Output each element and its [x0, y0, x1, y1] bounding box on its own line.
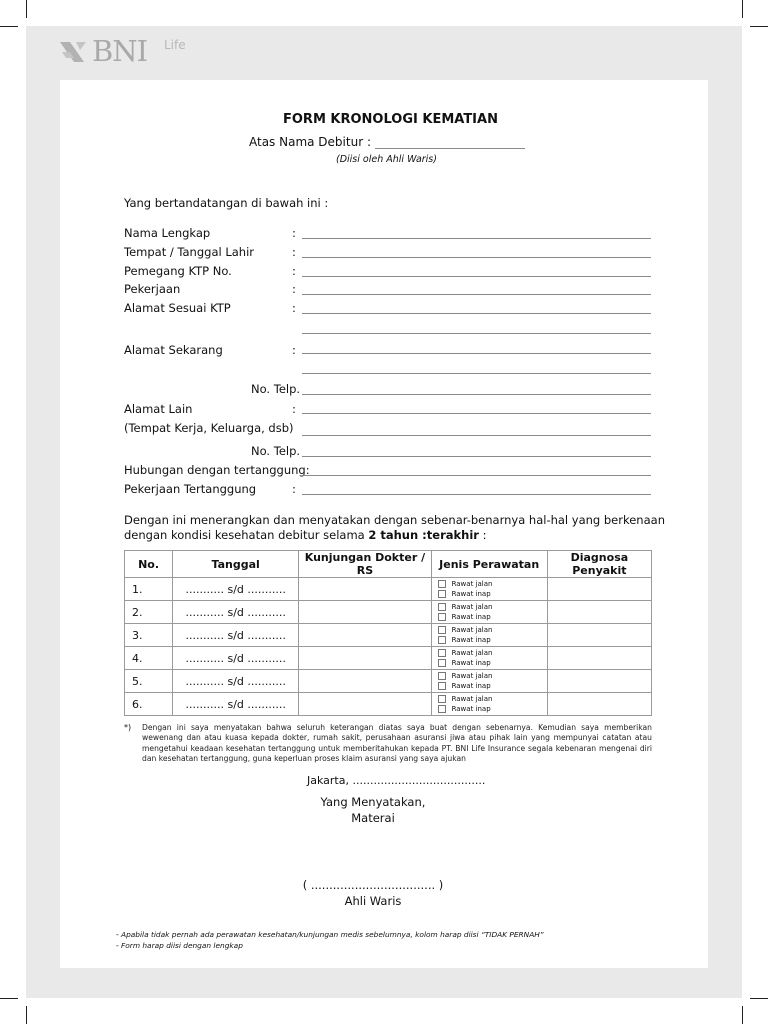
row-jenis-perawatan — [431, 647, 547, 670]
ktp-field[interactable] — [302, 276, 651, 277]
header-tanggal: Tanggal — [173, 551, 299, 578]
rawat-inap-checkbox[interactable] — [438, 636, 446, 644]
row-no: 1. — [125, 578, 173, 601]
crop-mark — [742, 1006, 743, 1024]
telp-1-field[interactable] — [302, 394, 651, 395]
label-telp-1: No. Telp. — [251, 382, 301, 396]
label-pekerjaan: Pekerjaan — [124, 282, 181, 296]
table-row — [125, 578, 652, 601]
statement-line-2-text: dengan kondisi kesehatan debitur selama — [124, 528, 369, 542]
rawat-jalan-checkbox[interactable] — [438, 626, 446, 634]
label-telp-2: No. Telp. — [251, 444, 301, 458]
rawat-inap-option[interactable] — [432, 612, 547, 622]
rawat-jalan-checkbox[interactable] — [438, 695, 446, 703]
declaration-text: Dengan ini saya menyatakan bahwa seluruh keterangan diatas saya buat dengan sebenarnya. Kemudian saya memberikan wewenang dan atau kuasa kepada dokter, rumah sakit, perusahaan asuransi jiwa atau pihak lain yang mempunyai catatan atau mengetahui keadaan kesehatan tertanggung untuk memberitahukan kepada PT. BNI Life Insurance segala kebenaran mengenai diri dan kesehatan tertanggung, guna keperluan proses klaim asuransi yang saya ajukan — [142, 723, 652, 764]
rawat-inap-option[interactable] — [432, 635, 547, 645]
rawat-inap-option[interactable] — [432, 658, 547, 668]
row-kunjungan-cell[interactable] — [299, 670, 431, 693]
row-kunjungan-cell[interactable] — [299, 624, 431, 647]
row-kunjungan-cell[interactable] — [299, 647, 431, 670]
row-kunjungan-cell[interactable] — [299, 693, 431, 716]
row-tanggal[interactable]: ........... s/d ........... — [173, 578, 299, 601]
row-jenis-perawatan — [431, 601, 547, 624]
rawat-jalan-option[interactable] — [432, 694, 547, 704]
rawat-jalan-label: Rawat jalan — [451, 695, 493, 703]
label-alamat-lain-note: (Tempat Kerja, Keluarga, dsb) — [124, 421, 294, 435]
alamat-ktp-field[interactable] — [302, 313, 651, 314]
alamat-sekarang-field-line2[interactable] — [302, 373, 651, 374]
label-alamat-sekarang: Alamat Sekarang — [124, 343, 223, 357]
row-no: 5. — [125, 670, 173, 693]
debitur-note: (Diisi oleh Ahli Waris) — [336, 154, 437, 165]
row-diagnosa-cell[interactable] — [547, 578, 651, 601]
row-jenis-perawatan — [431, 670, 547, 693]
row-kunjungan-cell[interactable] — [299, 601, 431, 624]
header-kunjungan: Kunjungan Dokter / RS — [299, 551, 431, 578]
debitur-label: Atas Nama Debitur : — [249, 135, 371, 149]
alamat-lain-field[interactable] — [302, 413, 651, 414]
rawat-jalan-option[interactable] — [432, 579, 547, 589]
statement-line-2-end: : — [478, 528, 487, 542]
label-tempat-tanggal-lahir: Tempat / Tanggal Lahir — [124, 245, 255, 259]
bni-logo-mark-icon — [60, 40, 88, 64]
crop-mark — [750, 26, 768, 27]
label-nama-lengkap: Nama Lengkap — [124, 226, 211, 240]
signature-materai: Materai — [351, 811, 395, 825]
rawat-jalan-checkbox[interactable] — [438, 672, 446, 680]
label-alamat-lain: Alamat Lain — [124, 402, 193, 416]
row-diagnosa-cell[interactable] — [547, 601, 651, 624]
rawat-jalan-label: Rawat jalan — [451, 672, 493, 680]
rawat-inap-label: Rawat inap — [451, 659, 491, 667]
row-diagnosa-cell[interactable] — [547, 693, 651, 716]
header-jenis-perawatan: Jenis Perawatan — [431, 551, 547, 578]
footnote-2: - Form harap diisi dengan lengkap — [116, 941, 243, 950]
table-header-row — [125, 551, 652, 578]
rawat-inap-label: Rawat inap — [451, 613, 491, 621]
crop-mark — [742, 0, 743, 18]
row-tanggal[interactable]: ........... s/d ........... — [173, 601, 299, 624]
crop-mark — [0, 26, 18, 27]
hubungan-field[interactable] — [302, 475, 651, 476]
row-jenis-perawatan — [431, 578, 547, 601]
row-tanggal[interactable]: ........... s/d ........... — [173, 670, 299, 693]
rawat-inap-option[interactable] — [432, 681, 547, 691]
rawat-jalan-checkbox[interactable] — [438, 649, 446, 657]
rawat-jalan-checkbox[interactable] — [438, 580, 446, 588]
rawat-jalan-label: Rawat jalan — [451, 626, 493, 634]
row-no: 2. — [125, 601, 173, 624]
chronology-table — [124, 550, 652, 716]
rawat-inap-label: Rawat inap — [451, 590, 491, 598]
table-row — [125, 670, 652, 693]
colon: : — [292, 245, 296, 259]
nama-lengkap-field[interactable] — [302, 238, 651, 239]
row-jenis-perawatan — [431, 693, 547, 716]
colon: : — [292, 282, 296, 296]
debitur-name-field[interactable] — [375, 148, 525, 149]
header-no: No. — [125, 551, 173, 578]
colon: : — [292, 343, 296, 357]
rawat-inap-checkbox[interactable] — [438, 659, 446, 667]
label-pekerjaan-tertanggung: Pekerjaan Tertanggung — [124, 482, 257, 496]
alamat-lain-field-line2[interactable] — [302, 435, 651, 436]
intro-text: Yang bertandatangan di bawah ini : — [124, 196, 329, 210]
rawat-inap-label: Rawat inap — [451, 682, 491, 690]
colon: : — [292, 301, 296, 315]
row-no: 4. — [125, 647, 173, 670]
statement-line-1: Dengan ini menerangkan dan menyatakan dengan sebenar-benarnya hal-hal yang berkenaan — [124, 513, 665, 527]
declaration-marker: *) — [124, 723, 132, 732]
label-hubungan: Hubungan dengan tertanggung: — [124, 463, 310, 477]
rawat-inap-label: Rawat inap — [451, 705, 491, 713]
logo-sub-text: Life — [164, 38, 186, 52]
colon: : — [292, 226, 296, 240]
rawat-jalan-label: Rawat jalan — [451, 603, 493, 611]
row-no: 3. — [125, 624, 173, 647]
row-diagnosa-cell[interactable] — [547, 624, 651, 647]
form-title: FORM KRONOLOGI KEMATIAN — [283, 112, 498, 127]
rawat-inap-option[interactable] — [432, 704, 547, 714]
row-kunjungan-cell[interactable] — [299, 578, 431, 601]
row-tanggal[interactable]: ........... s/d ........... — [173, 624, 299, 647]
tempat-tanggal-lahir-field[interactable] — [302, 257, 651, 258]
row-jenis-perawatan — [431, 624, 547, 647]
crop-mark — [26, 1006, 27, 1024]
table-row — [125, 693, 652, 716]
crop-mark — [0, 998, 18, 999]
rawat-inap-checkbox[interactable] — [438, 682, 446, 690]
table-row — [125, 624, 652, 647]
rawat-jalan-option[interactable] — [432, 602, 547, 612]
rawat-jalan-option[interactable] — [432, 625, 547, 635]
alamat-sekarang-field[interactable] — [302, 353, 651, 354]
rawat-jalan-label: Rawat jalan — [451, 649, 493, 657]
pekerjaan-field[interactable] — [302, 294, 651, 295]
row-tanggal[interactable]: ........... s/d ........... — [173, 647, 299, 670]
label-ktp: Pemegang KTP No. — [124, 264, 232, 278]
signature-place-date[interactable]: Jakarta, ...................................... — [307, 774, 486, 787]
colon: : — [292, 482, 296, 496]
footnote-1: - Apabila tidak pernah ada perawatan kesehatan/kunjungan medis sebelumnya, kolom harap diisi “TIDAK PERNAH” — [116, 930, 544, 939]
pekerjaan-tertanggung-field[interactable] — [302, 494, 651, 495]
colon: : — [292, 264, 296, 278]
row-tanggal[interactable]: ........... s/d ........... — [173, 693, 299, 716]
logo-brand-text: BNI — [92, 34, 148, 68]
rawat-jalan-option[interactable] — [432, 671, 547, 681]
alamat-ktp-field-line2[interactable] — [302, 333, 651, 334]
row-no: 6. — [125, 693, 173, 716]
table-row — [125, 601, 652, 624]
rawat-jalan-label: Rawat jalan — [451, 580, 493, 588]
telp-2-field[interactable] — [302, 456, 651, 457]
signature-stated-by: Yang Menyatakan, — [320, 795, 426, 809]
rawat-inap-option[interactable] — [432, 589, 547, 599]
crop-mark — [750, 998, 768, 999]
table-row — [125, 647, 652, 670]
header-diagnosa: Diagnosa Penyakit — [547, 551, 651, 578]
rawat-inap-checkbox[interactable] — [438, 705, 446, 713]
row-diagnosa-cell[interactable] — [547, 647, 651, 670]
rawat-jalan-option[interactable] — [432, 648, 547, 658]
rawat-jalan-checkbox[interactable] — [438, 603, 446, 611]
rawat-inap-checkbox[interactable] — [438, 613, 446, 621]
rawat-inap-checkbox[interactable] — [438, 590, 446, 598]
crop-mark — [26, 0, 27, 18]
statement-period: 2 tahun :terakhir — [368, 528, 479, 542]
signature-name-blank[interactable]: ( .................................. ) — [302, 878, 444, 892]
statement-line-2 — [124, 528, 487, 542]
signature-role: Ahli Waris — [344, 894, 402, 908]
row-diagnosa-cell[interactable] — [547, 670, 651, 693]
colon: : — [292, 402, 296, 416]
label-alamat-ktp: Alamat Sesuai KTP — [124, 301, 231, 315]
rawat-inap-label: Rawat inap — [451, 636, 491, 644]
